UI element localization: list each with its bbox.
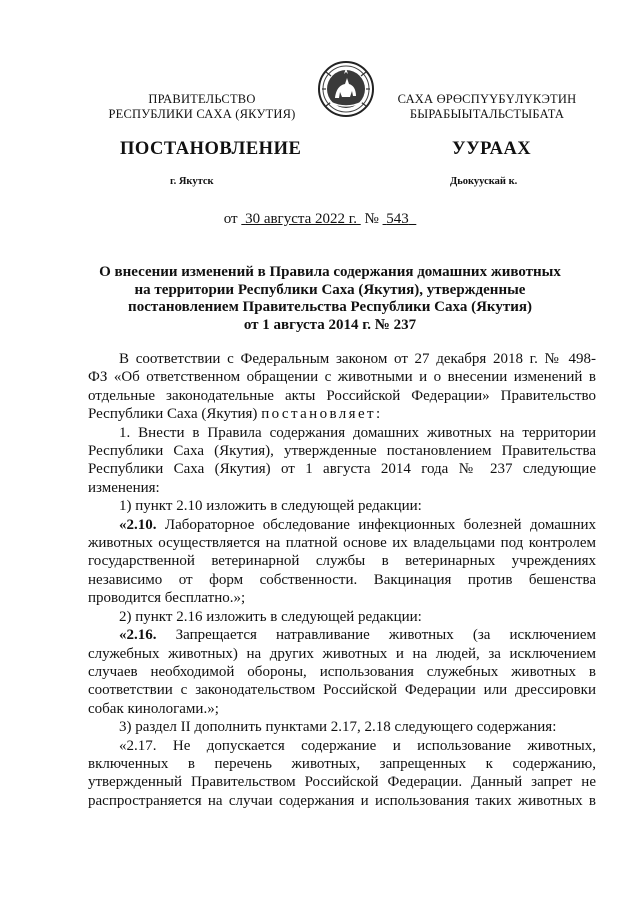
header-left bbox=[92, 92, 312, 122]
doc-type-title-sakha: УУРААХ bbox=[452, 139, 532, 159]
document-title-line: постановлением Правительства Республики Саха (Якутия) bbox=[128, 299, 532, 315]
list-item: 2) пункт 2.16 изложить в следующей редакции: bbox=[119, 608, 422, 625]
paragraph-line: Республики Саха (Якутия) постановляет: bbox=[88, 406, 383, 423]
decree-date: 30 августа 2022 г. bbox=[245, 211, 357, 227]
paragraph-line: В соответствии с Федеральным законом от 27 декабря 2018 г. № 498- bbox=[119, 351, 596, 367]
number-sign: № bbox=[364, 211, 379, 227]
coat-of-arms-emblem bbox=[318, 60, 374, 118]
city-sakha: Дьокуускай к. bbox=[450, 176, 518, 187]
document-title-line: О внесении изменений в Правила содержания домашних животных bbox=[99, 264, 561, 280]
paragraph-line: Республики Саха (Якутия), утвержденные постановлением Правительства bbox=[88, 443, 596, 460]
paragraph-line: «2.10. Лабораторное обследование инфекционных болезней домашних bbox=[119, 516, 596, 533]
header-left-line2: РЕСПУБЛИКИ САХА (ЯКУТИЯ) bbox=[108, 107, 296, 121]
paragraph-line: проводится бесплатно.»; bbox=[88, 590, 246, 607]
decree-verb: постановляет: bbox=[261, 406, 383, 423]
paragraph-line: животных осуществляется на платной основе их владельцами под контролем bbox=[88, 535, 596, 552]
paragraph-line: «2.16. Запрещается натравливание животных (за исключением bbox=[119, 627, 597, 644]
doc-type-title-ru: ПОСТАНОВЛЕНИЕ bbox=[120, 139, 302, 159]
paragraph-line: собак кинологами.»; bbox=[88, 700, 219, 717]
list-item: 3) раздел II дополнить пунктами 2.17, 2.18 следующего содержания: bbox=[119, 719, 557, 736]
paragraph-line: соответствии с законодательством Российской Федерации или дрессировки bbox=[88, 682, 596, 699]
list-item: 1) пункт 2.10 изложить в следующей редакции: bbox=[119, 498, 422, 515]
header-right-line2: БЫРАБЫЫТАЛЬСТЫБАТА bbox=[409, 107, 565, 121]
paragraph-line: случаев необходимой обороны, использования служебных животных в bbox=[88, 663, 596, 680]
paragraph-line: независимо от форм собственности. Вакцинация против бешенства bbox=[88, 571, 596, 588]
header-left-line1: ПРАВИТЕЛЬСТВО bbox=[148, 92, 256, 106]
date-prefix: от bbox=[223, 211, 238, 227]
paragraph-line: государственной ветеринарной службы в ветеринарных учреждениях bbox=[88, 553, 596, 570]
header-right bbox=[372, 92, 602, 122]
paragraph-line: распространяется на случаи содержания и использования таких животных в bbox=[88, 792, 596, 809]
paragraph-line: включенных в перечень животных, запрещенных к содержанию, bbox=[88, 755, 596, 772]
header-right-line1: САХА ӨРӨСПҮҮБҮЛҮКЭТИН bbox=[397, 92, 577, 106]
paragraph-line: Республики Саха (Якутия) от 1 августа 2014 года № 237 следующие bbox=[88, 461, 596, 478]
paragraph-line: служебных животных) на других животных и на людей, за исключением bbox=[88, 645, 596, 662]
document-title-line: от 1 августа 2014 г. № 237 bbox=[243, 316, 417, 333]
document-title bbox=[80, 264, 580, 334]
paragraph-line: «2.17. Не допускается содержание и использование животных, bbox=[119, 737, 596, 754]
decree-number: 543 bbox=[386, 211, 409, 227]
paragraph-line: отдельные законодательные акты Российской Федерации» Правительство bbox=[88, 387, 596, 404]
paragraph-line: ФЗ «Об ответственном обращении с животными и о внесении изменений в bbox=[88, 369, 596, 386]
paragraph-line: изменения: bbox=[88, 479, 160, 496]
document-body bbox=[88, 350, 596, 810]
document-title-line: на территории Республики Саха (Якутия), утвержденные bbox=[134, 281, 526, 298]
paragraph-line: 1. Внести в Правила содержания домашних животных на территории bbox=[119, 424, 596, 441]
city-ru: г. Якутск bbox=[170, 176, 214, 187]
date-number-line bbox=[0, 211, 640, 228]
paragraph-line: утвержденный Правительством Российской Федерации. Данный запрет не bbox=[88, 774, 596, 791]
